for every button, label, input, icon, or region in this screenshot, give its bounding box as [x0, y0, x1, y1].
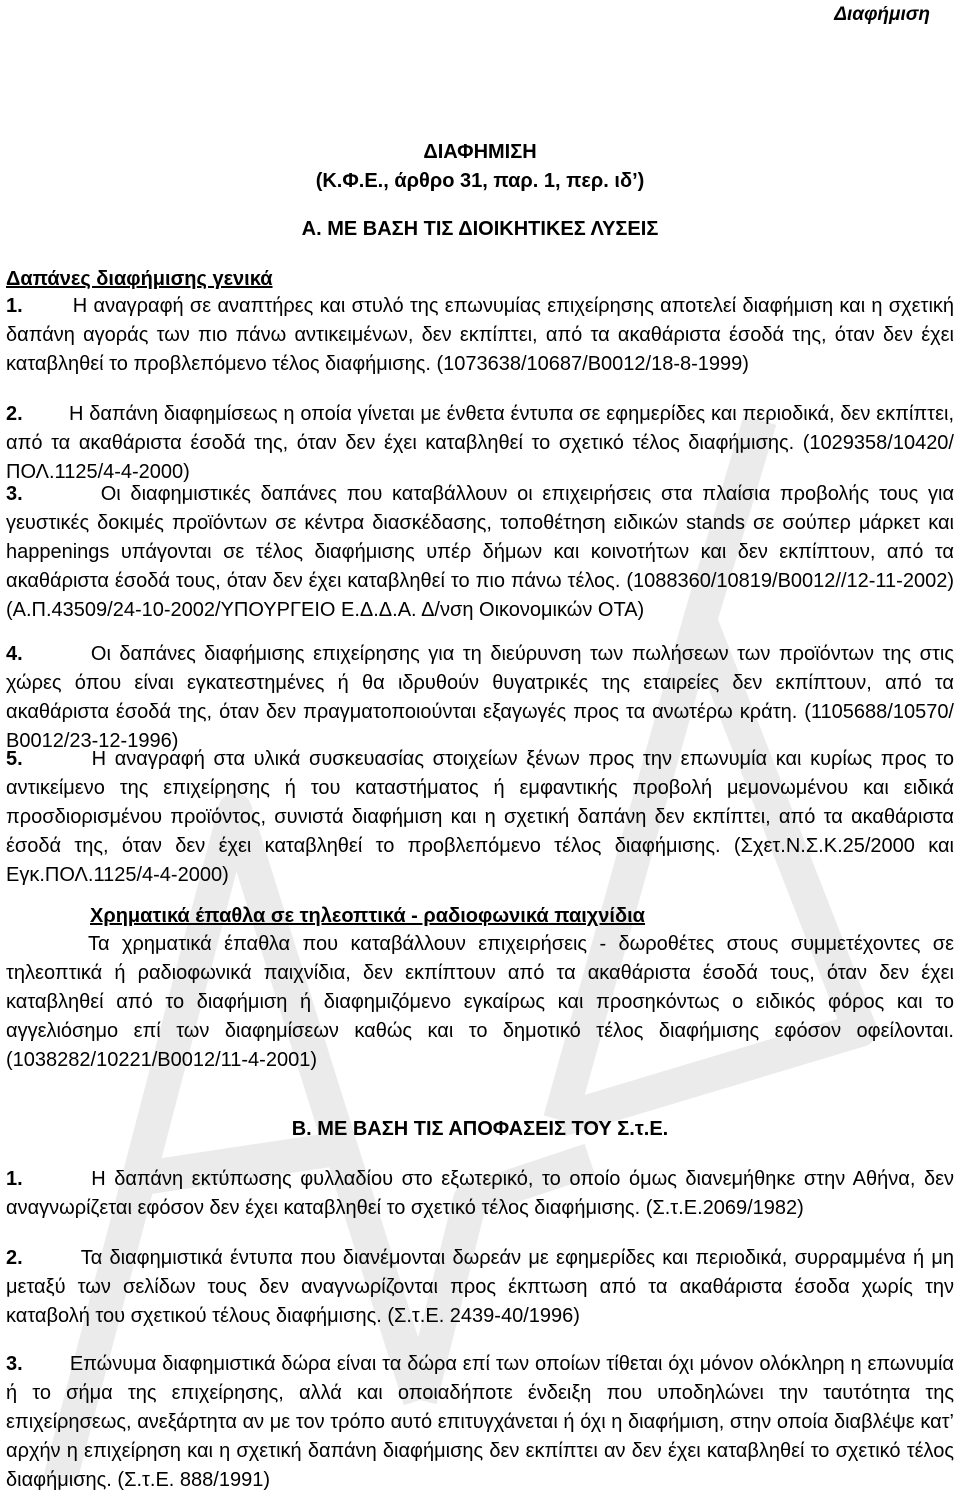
list-item — [6, 745, 954, 890]
item-text: Επώνυμα διαφημιστικά δώρα είναι τα δώρα επί των οποίων τίθεται όχι μόνον ολόκληρη η επωνυμία ή το σήμα της επιχείρησης, αλλά και οποιαδήποτε ένδειξη που υποδηλώνει την ταυτότητα της επιχείρησεως, ανεξάρτητα αν με τον τρόπο αυτό επιτυγχάνεται ή όχι η διαφήμιση, στην οποία διαβλέψε κατ’ αρχήν η επιχείρηση και η σχετική δαπάνη διαφήμισης δεν εκπίπτει αν δεν έχει καταβληθεί το σχετικό τέλος διαφήμισης. (Σ.τ.Ε. 888/1991) — [6, 1353, 954, 1491]
list-item — [6, 480, 954, 625]
list-item — [6, 1350, 954, 1495]
item-number: 3. — [6, 1353, 23, 1375]
list-item — [6, 640, 954, 756]
item-text: Η αναγραφή σε αναπτήρες και στυλό της επωνυμίας επιχείρησης αποτελεί διαφήμιση και η σχετική δαπάνη αγοράς των πιο πάνω αντικειμένων, δεν εκπίπτει, από τα ακαθάριστα έσοδά της, όταν δεν έχει καταβληθεί το προβλεπόμενο τέλος διαφήμισης. (1073638/10687/Β0012/18-8-1999) — [6, 295, 955, 375]
item-number: 5. — [6, 748, 23, 770]
running-header: Διαφήμιση — [834, 4, 930, 25]
prizes-paragraph: Τα χρηματικά έπαθλα που καταβάλλουν επιχειρήσεις - δωροθέτες στους συμμετέχοντες σε τηλεοπτικά ή ραδιοφωνικά παιχνίδια, δεν εκπίπτουν από τα ακαθάριστα έσοδά τους, όταν δεν έχει καταβληθεί από το διαφήμιση ή διαφημιζόμενο εγκαίρως και προσηκόντως ο ειδικός φόρος και το αγγελιόσημο επί των διαφημίσεων καθώς και το δημοτικό τέλος διαφήμισης εφόσον οφείλονται. (1038282/10221/Β0012/11-4-2001) — [6, 933, 954, 1071]
item-text: Οι δαπάνες διαφήμισης επιχείρησης για τη διεύρυνση των πωλήσεων των προϊόντων της στις χώρες όπου είναι εγκατεστημένες ή θα ιδρυθούν θυγατρικές της εταιρείες δεν εκπίπτουν, από τα ακαθάριστα έσοδά της, όταν δεν πραγματοποιούνται εξαγωγές προς τα ανωτέρω κράτη. (1105688/10570/Β0012/23-12-1996) — [6, 643, 954, 752]
item-text: Η δαπάνη διαφημίσεως η οποία γίνεται με ένθετα έντυπα σε εφημερίδες και περιοδικά, δεν εκπίπτει, από τα ακαθάριστα έσοδά της, όταν δεν έχει καταβληθεί το σχετικό τέλος διαφήμισης. (1029358/10420/ΠΟΛ.1125/4-4-2000) — [6, 403, 954, 483]
item-number: 2. — [6, 403, 23, 425]
item-number: 1. — [6, 1168, 23, 1190]
item-text: Τα διαφημιστικά έντυπα που διανέμονται δωρεάν με εφημερίδες και περιοδικά, συρραμμένα ή μη μεταξύ των σελίδων τους δεν αναγνωρίζονται προς έκπτωση από τα ακαθάριστα έσοδα χωρίς την καταβολή του σχετικού τέλους διαφήμισης. (Σ.τ.Ε. 2439-40/1996) — [6, 1247, 954, 1327]
item-number: 3. — [6, 483, 23, 505]
document-subtitle: (Κ.Φ.Ε., άρθρο 31, παρ. 1, περ. ιδ’) — [315, 170, 645, 192]
document-title: ΔΙΑΦΗΜΙΣΗ — [423, 141, 537, 163]
subheading-prizes: Χρηματικά έπαθλα σε τηλεοπτικά - ραδιοφωνικά παιχνίδια — [90, 905, 645, 927]
item-text: Οι διαφημιστικές δαπάνες που καταβάλλουν οι επιχειρήσεις στα πλαίσια προβολής τους για γευστικές δοκιμές προϊόντων σε κέντρα διασκέδασης, τοποθέτηση ειδικών stands σε σούπερ μάρκετ και happenings υπάγονται σε τέλος διαφήμισης υπέρ δήμων και κοινοτήτων και δεν εκπίπτουν, από τα ακαθάριστα έσοδά τους, όταν δεν έχει καταβληθεί το πιο πάνω τέλος. (1088360/10819/Β0012//12-11-2002) (Α.Π.43509/24-10-2002/ΥΠΟΥΡΓΕΙΟ Ε.Δ.Δ.Α. Δ/νση Οικονομικών ΟΤΑ) — [6, 483, 955, 621]
list-item — [6, 1244, 954, 1331]
item-number: 2. — [6, 1247, 23, 1269]
item-text: Η αναγραφή στα υλικά συσκευασίας στοιχείων ξένων προς την επωνυμία και κυρίως προς το αντικείμενο της επιχείρησης ή του καταστήματος ή εμφαντικής προβολή μεμονωμένου και ειδικά προσδιορισμένου προϊόντος, συνιστά διαφήμιση και η σχετική δαπάνη δεν εκπίπτει, από τα ακαθάριστα έσοδά της, όταν δεν έχει καταβληθεί το προβλεπόμενο τέλος διαφήμισης. (Σχετ.Ν.Σ.Κ.25/2000 και Εγκ.ΠΟΛ.1125/4-4-2000) — [6, 748, 955, 886]
list-item — [6, 400, 954, 487]
subheading-general: Δαπάνες διαφήμισης γενικά — [6, 268, 273, 290]
item-text: Η δαπάνη εκτύπωσης φυλλαδίου στο εξωτερικό, το οποίο όμως διανεμήθηκε στην Αθήνα, δεν αναγνωρίζεται εφόσον δεν έχει καταβληθεί το σχετικό τέλος διαφήμισης. (Σ.τ.Ε.2069/1982) — [6, 1168, 954, 1219]
item-number: 1. — [6, 295, 23, 317]
section-a-heading: Α. ΜΕ ΒΑΣΗ ΤΙΣ ΔΙΟΙΚΗΤΙΚΕΣ ΛΥΣΕΙΣ — [301, 218, 659, 240]
list-item — [6, 292, 954, 379]
list-item — [6, 1165, 954, 1223]
item-number: 4. — [6, 643, 23, 665]
section-b-heading: Β. ΜΕ ΒΑΣΗ ΤΙΣ ΑΠΟΦΑΣΕΙΣ ΤΟΥ Σ.τ.Ε. — [291, 1118, 669, 1140]
